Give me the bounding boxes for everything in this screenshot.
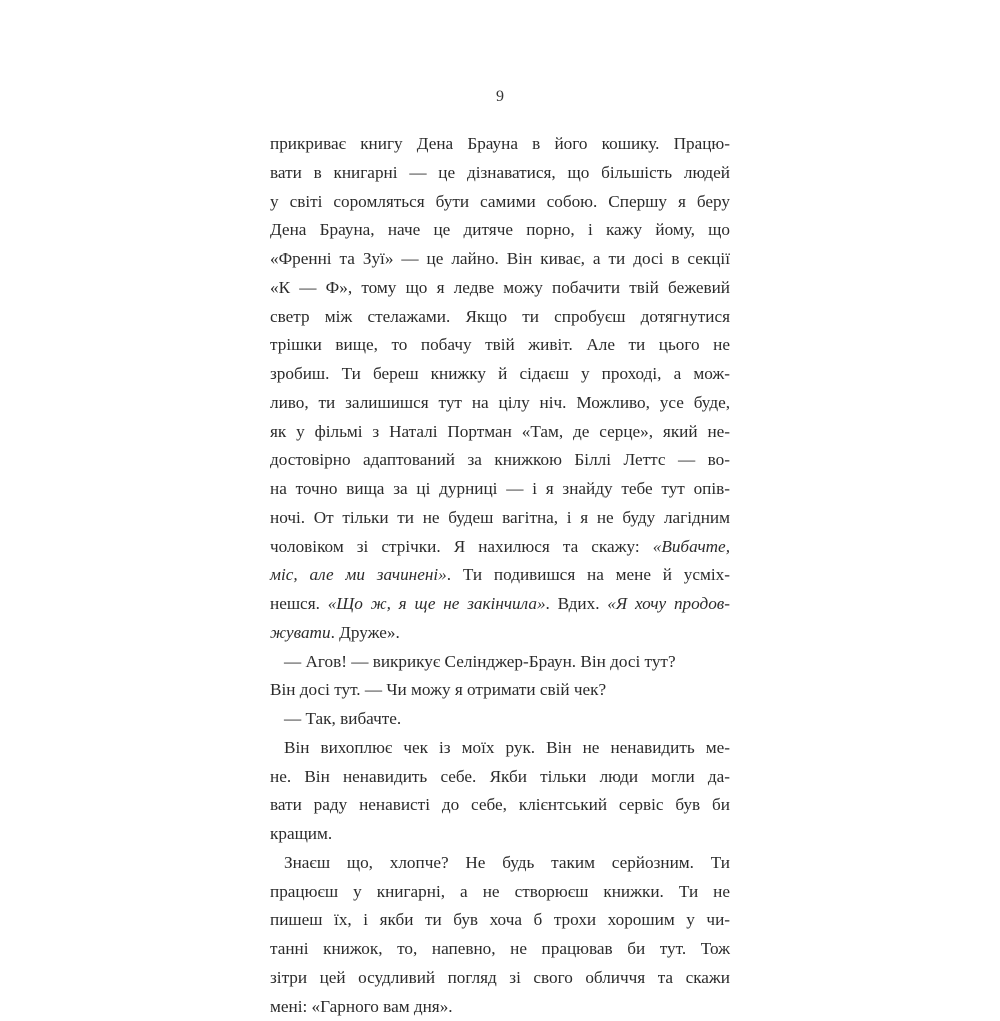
text-line: як у фільмі з Наталі Портман «Там, де серце», який не-	[270, 418, 730, 447]
text-run: . Друже».	[331, 623, 400, 642]
text-run: . Вдих.	[546, 594, 608, 613]
text-line: светр між стелажами. Якщо ти спробуєш дотягнутися	[270, 303, 730, 332]
text-line: трішки вище, то побачу твій живіт. Але ти цього не	[270, 331, 730, 360]
dialogue-line: — Так, вибачте.	[270, 705, 730, 734]
text-run: нешся.	[270, 594, 328, 613]
text-line: ночі. От тільки ти не будеш вагітна, і я не буду лагідним	[270, 504, 730, 533]
text-line: прикриває книгу Дена Брауна в його кошику. Працю-	[270, 130, 730, 159]
text-line	[270, 619, 730, 648]
italic-quote: «Що ж, я ще не закінчила»	[328, 594, 546, 613]
text-line	[270, 590, 730, 619]
text-run: . Ти подивишся на мене й усміх-	[447, 565, 730, 584]
text-line: достовірно адаптований за книжкою Біллі Леттс — во-	[270, 446, 730, 475]
text-line: у світі соромляться бути самими собою. Спершу я беру	[270, 188, 730, 217]
text-line: «К — Ф», тому що я ледве можу побачити твій бежевий	[270, 274, 730, 303]
text-line: вати в книгарні — це дізнаватися, що більшість людей	[270, 159, 730, 188]
italic-quote: «Вибачте,	[653, 537, 730, 556]
text-line: зітри цей осудливий погляд зі свого обличчя та скажи	[270, 964, 730, 993]
text-line: не. Він ненавидить себе. Якби тільки люди могли да-	[270, 763, 730, 792]
text-line: Він досі тут. — Чи можу я отримати свій чек?	[270, 676, 730, 705]
italic-quote: жувати	[270, 623, 331, 642]
text-line: на точно вища за ці дурниці — і я знайду тебе тут опів-	[270, 475, 730, 504]
text-line	[270, 533, 730, 562]
text-line: мені: «Гарного вам дня».	[270, 993, 730, 1021]
text-line: пишеш їх, і якби ти був хоча б трохи хорошим у чи-	[270, 906, 730, 935]
book-text	[270, 130, 730, 1021]
text-line: танні книжок, то, напевно, не працював би тут. Тож	[270, 935, 730, 964]
text-line: «Френні та Зуї» — це лайно. Він киває, а ти досі в секції	[270, 245, 730, 274]
text-line: вати раду ненависті до себе, клієнтський сервіс був би	[270, 791, 730, 820]
text-line: Дена Брауна, наче це дитяче порно, і кажу йому, що	[270, 216, 730, 245]
dialogue-line: — Агов! — викрикує Селінджер-Браун. Він досі тут?	[270, 648, 730, 677]
italic-quote: «Я хочу продов-	[607, 594, 730, 613]
text-line	[270, 561, 730, 590]
text-line: ливо, ти залишишся тут на цілу ніч. Можливо, усе буде,	[270, 389, 730, 418]
text-line: кращим.	[270, 820, 730, 849]
page-number: 9	[0, 88, 1000, 106]
text-run: чоловіком зі стрічки. Я нахилюся та скажу:	[270, 537, 640, 556]
text-line: зробиш. Ти береш книжку й сідаєш у проході, а мож-	[270, 360, 730, 389]
text-line: Знаєш що, хлопче? Не будь таким серйозним. Ти	[270, 849, 730, 878]
italic-quote: міс, але ми зачинені»	[270, 565, 447, 584]
text-line: Він вихоплює чек із моїх рук. Він не ненавидить ме-	[270, 734, 730, 763]
text-line: працюєш у книгарні, а не створюєш книжки. Ти не	[270, 878, 730, 907]
